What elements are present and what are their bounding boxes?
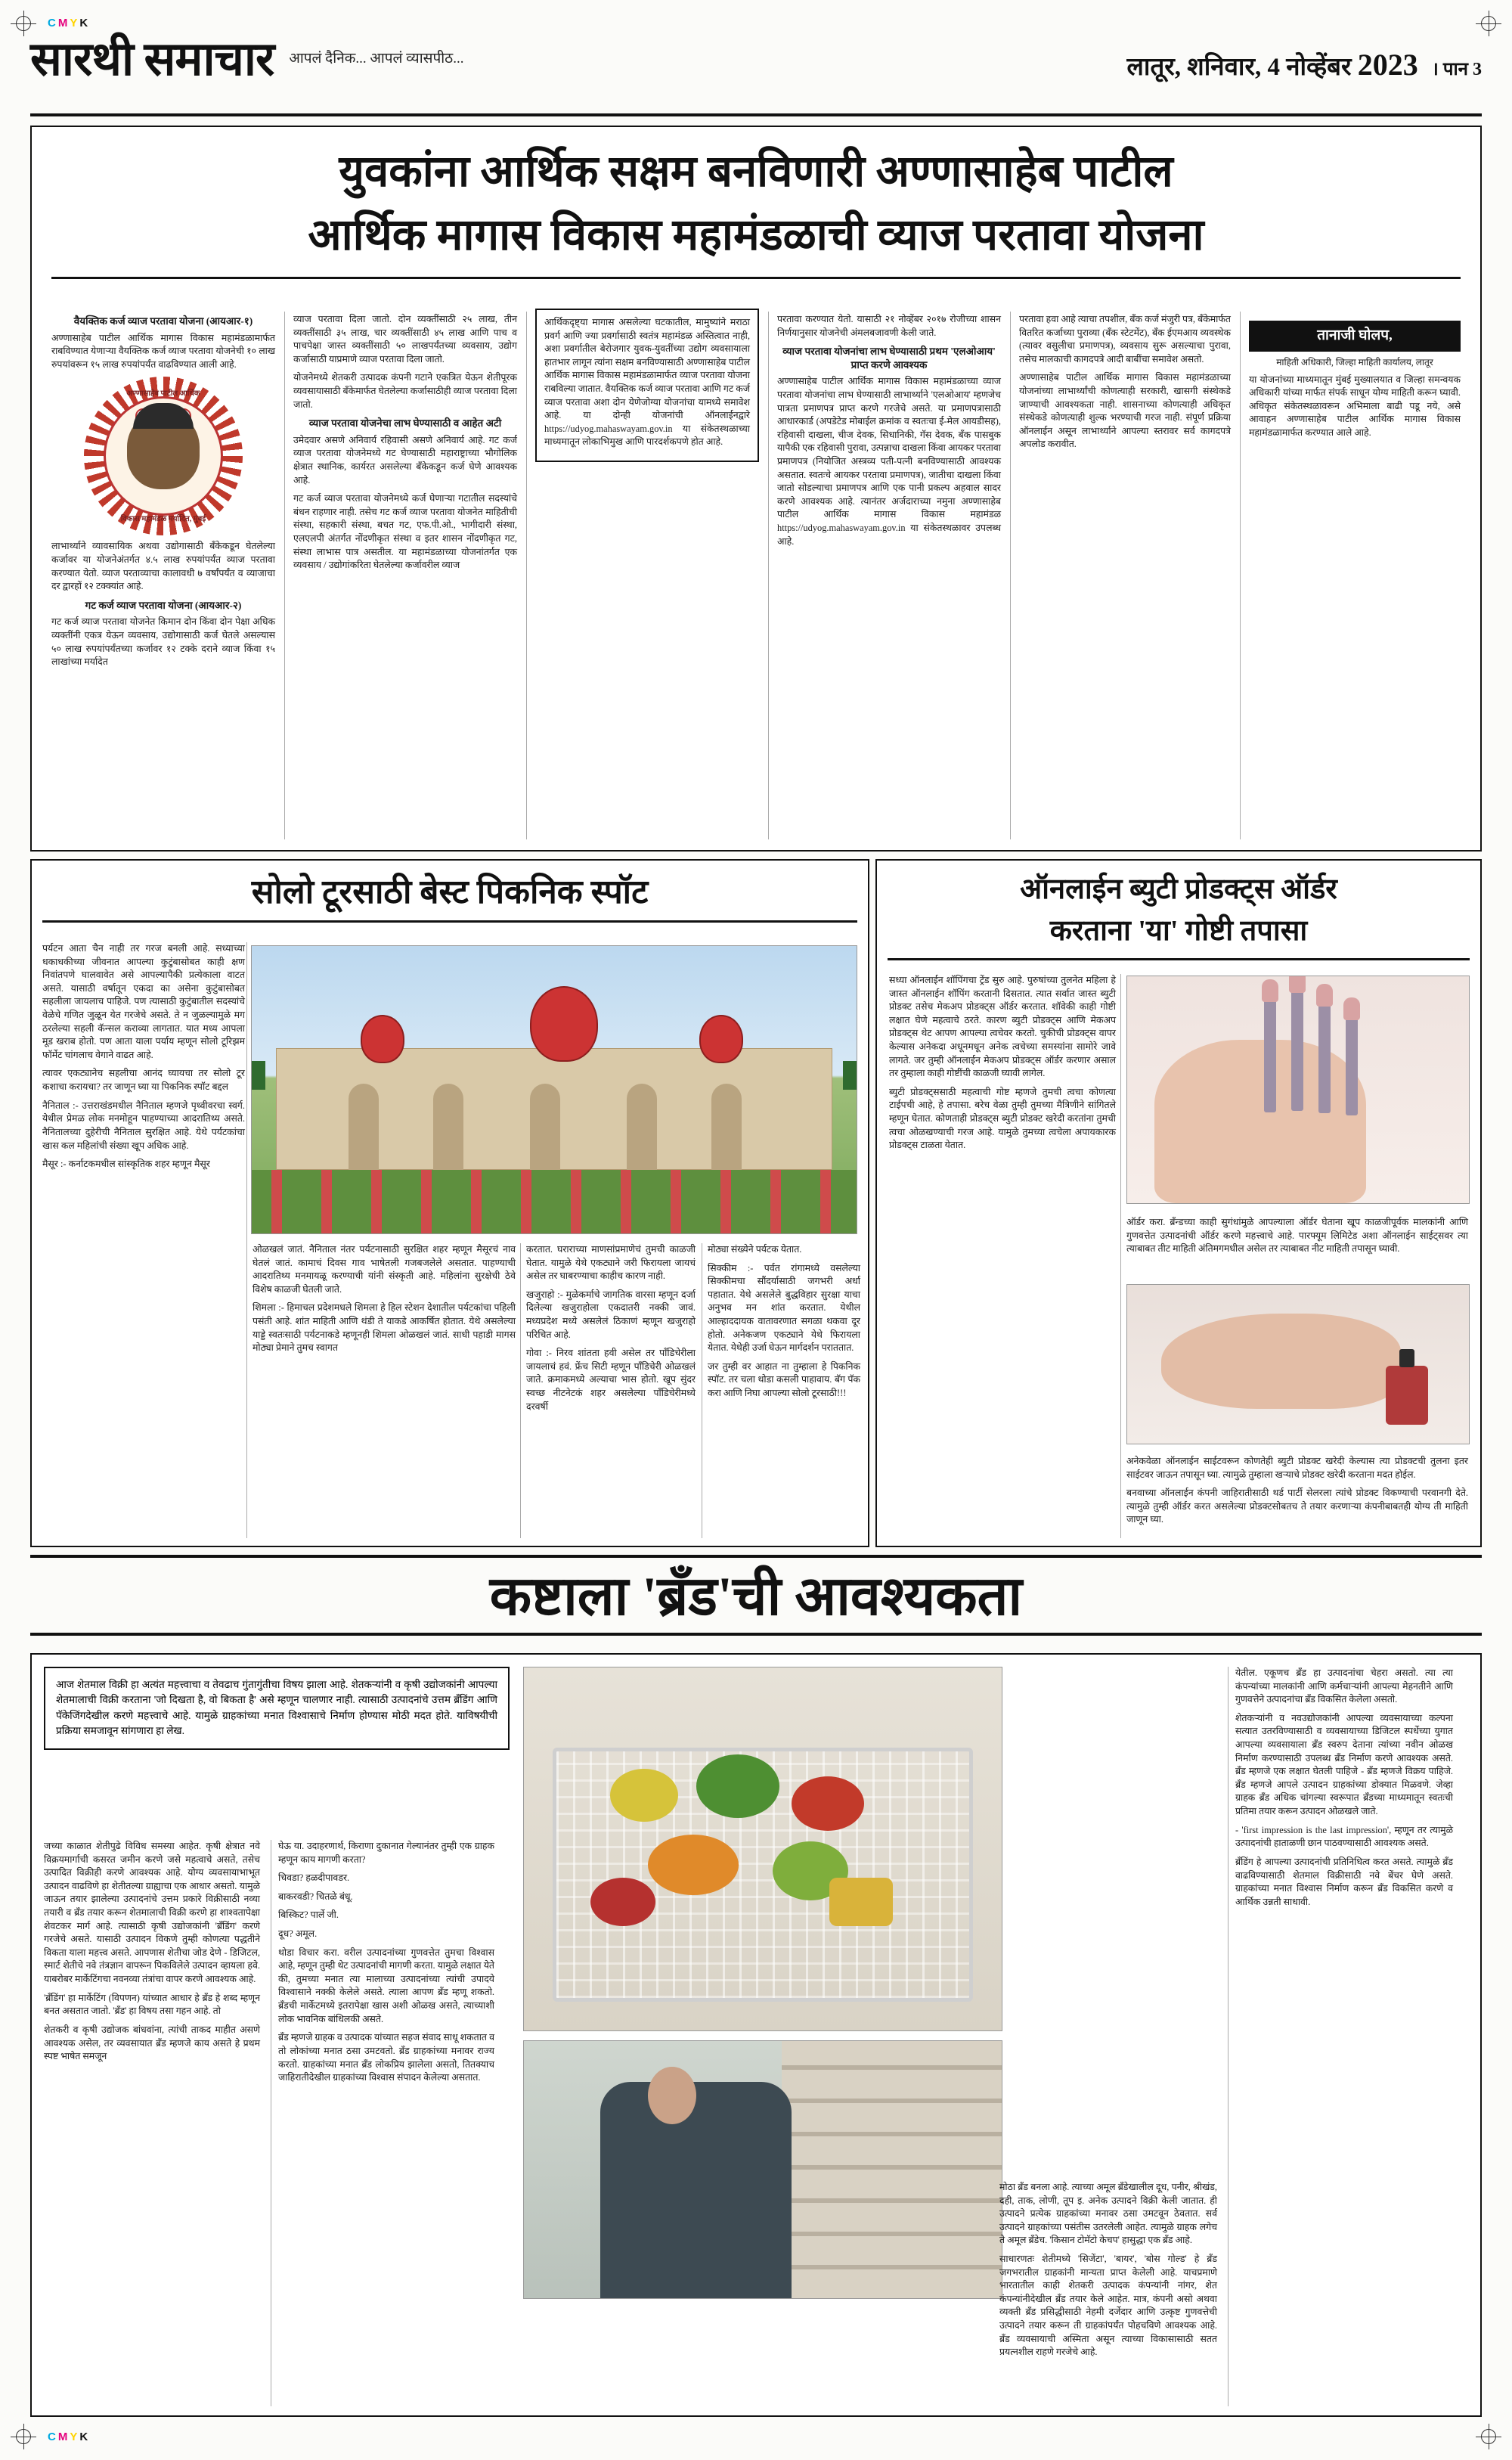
solo-column-2	[253, 1243, 516, 1360]
brand-column-1	[44, 1840, 265, 2406]
feature-band	[30, 1555, 1482, 1646]
brand-c2-p1: घेऊ या. उदाहरणार्थ, किराणा दुकानात गेल्यानंतर तुम्ही एक ग्राहक म्हणून काय मागणी करता?	[278, 1841, 494, 1865]
page-number: । पान 3	[1431, 60, 1482, 79]
lead-c1-p2: लाभार्थ्याने व्यावसायिक अथवा उद्योगासाठी बँकेकडून घेतलेल्या कर्जावर या योजनेअंतर्गत ४.५ लाख रुपयांपर्यंत व्याज परतावा करण्यात येतो. व्याज परताव्याचा कालावधी ७ वर्षांपर्यंत व व्याजाचा दर द्वारहों १२ टक्क्यांत आहे.	[51, 541, 275, 592]
photo-mysore-palace	[251, 945, 857, 1234]
issue-date: लातूर, शनिवार, 4 नोव्हेंबर 2023	[1126, 48, 1418, 82]
photo-makeup-brushes	[1126, 976, 1470, 1204]
newspaper-title: सारथी समाचार	[30, 34, 274, 85]
lead-c2-p2: योजनेमध्ये शेतकरी उत्पादक कंपनी गटाने एकत्रित येऊन शेतीपूरक व्यवसायासाठी बँकेमार्फत घेतलेल्या कर्जासाठीही व्याज परतावा दिला जातो.	[293, 372, 517, 410]
brand-column-4	[1235, 1667, 1458, 2406]
cmyk-bar-top: C M Y K	[48, 17, 89, 29]
brand-c2-p2: चिवडा? हळदीपावडर.	[278, 1872, 350, 1884]
lead-columns	[44, 309, 1468, 842]
lead-insert-p1: आर्थिकदृष्ट्या मागास असलेल्या घटकातील, मामुष्यांने मराठा प्रवर्ग आणि ज्या प्रवर्गासाठी स्वतंत्र महामंडळ अस्तित्वात नाही, अशा प्रवर्गातील बेरोजगार युवक-युवतींच्या उद्योग व्यवसायाला हातभार लागून त्यांना सक्षम बनविण्यासाठी अण्णासाहेब पाटील आर्थिक मागास विकास महामंडळामार्फत व्याज परतावा योजना राबविल्या जातात. वैयक्तिक कर्ज व्याज परतावा आणि गट कर्ज व्याज परतावा अशा दोन येणेजोग्या योजनांचा यामध्ये समावेश आहे. या दोन्ही योजनांची ऑनलाईनद्वारे https://udyog.mahaswayam.gov.in या संकेतस्थळाच्या माध्यमातून लोकाभिमुख आणि पारदर्शकपणे होत आहे.	[544, 317, 750, 448]
story-solo-tour	[30, 859, 869, 1547]
brand-c2-p4: बिस्किट? पार्ले जी.	[278, 1909, 339, 1921]
registration-mark-top-right	[1476, 11, 1501, 36]
lead-headline-rule	[51, 277, 1461, 279]
story-brand	[30, 1653, 1482, 2417]
brand-c1-p1: जच्या काळात शेतीपुढे विविध समस्या आहेत. कृषी क्षेत्रात नवे विक्रयमार्गाची कसरत जमीन करणे जसे महत्वाचे असते, तसेच उत्पादित विक्रीही करणे आवश्यक आहे. योग्य व्यवसायाभाभूत उत्पादन वाढविणे हा शेतीतल्या ग्राह्याचा एक आधार असतो. यामुळे जाऊन तयार झालेल्या उत्पादनांचे उत्तम प्रकारे विक्रीसाठी नव्या तयारी व ब्रँड तयार करून शेतमालाची विक्री करणे हा शाश्वतापेक्षा शेवटकर मार्ग आहे. त्यासाठी कृषी उद्योजकांनी 'ब्रँडिंग' करणे गरजेचे असते. यासाठी उत्पादन विकणे तुम्ही कोणत्या पद्धतीने विकता याला महत्त्व असते. आपणास शेतीचा जोड देणे - डिजिटल, स्मार्ट शेतीचे नवे तंत्रज्ञान वापरून पिकविलेले उत्पादन व्हायला हवे. याबरोबर मार्केटिंगचा नवनव्या तंत्रांचा वापर करणे आवश्यक आहे.	[44, 1841, 260, 1985]
lead-c2-p3: उमेदवार असणे अनिवार्य रहिवासी असणे अनिवार्य आहे. गट कर्ज व्याज परतावा योजनेमध्ये गट घेण्यासाठी महाराष्ट्राच्या भौगोलिक क्षेत्रात स्थानिक, कार्यरत असलेल्या बँकेकडून कर्ज घेणे आवश्यक आहे.	[293, 434, 517, 485]
lead-column-5	[1012, 309, 1238, 842]
solo-rule	[42, 920, 857, 923]
beauty-c2-p1: ऑर्डर करा. ब्रँन्डच्या काही सुगंधांमुळे आपल्याला ऑर्डर घेताना खूप काळजीपूर्वक मालकांनी आणि गुणवत्तेत उत्पादनांची ऑर्डर करणे महत्त्वाचे आहे. पारफ्यूम लिमिटेड अशा ऑनलाईन साईट्सवर त्या त्याबाबत तीट माहिती अंतिमगमधील असेल तर त्याबाबत नीट माहिती तपासून घ्यावी.	[1126, 1217, 1468, 1255]
lead-c6-p2: या योजनांच्या माध्यमातून मुंबई मुख्यालयात व जिल्हा समन्वयक अधिकारी यांच्या मार्फत संपर्क साधून योग्य माहिती करून घ्यावी. अधिकृत संकेतस्थळावरून अभिमाला बाढी पडू नये, असे आवाहन अण्णासाहेब पाटील आर्थिक मागास विकास महामंडळामार्फत करण्यात आले आहे.	[1249, 374, 1461, 439]
solo-headline: सोलो टूरसाठी बेस्ट पिकनिक स्पॉट	[251, 873, 649, 910]
lead-c5-p1: परतावा हवा आहे त्याचा तपशील, बँक कर्ज मंजुरी पत्र, बँकेमार्फत वितरित कर्जाच्या पुराव्या (बँक स्टेटमेंट), बँक ईएमआय व्यवस्थेक (त्यावर वसुलीचा प्रमाणपत्र), व्यवसाय सुरू असल्याचा पुरावा, तसेच मालकाची कागदपत्रे आदी बाबींचा समावेश असतो.	[1019, 314, 1231, 365]
brand-c3-p1: मोठा ब्रँड बनला आहे. त्याच्या अमूल ब्रँडेखालील दूध, पनीर, श्रीखंड, दही, ताक, लोणी, तूप इ. अनेक उत्पादने विक्री केली जातात. ही उत्पादने प्रत्येक ग्राहकांच्या मनावर ठसा उमटवून ठेवतात. सर्व उत्पादने ग्राहकांच्या पसंतीस उतरलेली आहेत. त्यामुळे ग्राहक लगेच ते अमूल ब्रँडेच. 'किसान टोमॅटो केचप' हासुद्धा एक ब्रँड आहे.	[999, 2182, 1217, 2246]
solo-c3-p3: गोवा :- निरव शांतता हवी असेल तर पाँडिचेरीला जायलाचं हवं. फ्रेंच सिटी म्हणून पाँडिचेरी ओळखलं जाते. क्रमाकमध्ये अल्याचा भास होतो. खूप सुंदर स्वच्छ नीटनेटकं शहर असलेल्या पाँडिचेरीमध्ये दरवर्षी	[526, 1348, 696, 1412]
mahamandal-emblem: अण्णासाहेब पाटील आर्थिक विकास महामंडळ मर्यादित, मुंबई	[84, 377, 243, 535]
solo-c4-p1: मोठ्या संख्येने पर्यटक येतात.	[708, 1244, 802, 1255]
brand-c4-p2: शेतकऱ्यांनी व नवउद्योजकांनी आपल्या व्यवसायाच्या कल्पना सत्यात उतरविण्यासाठी व व्यवसायाच्या डिजिटल स्पर्धेच्या युगात आपल्या व्यवसायाला ब्रँड स्वरुप देताना त्यांच्या नवीन ओळख निर्माण करण्यासाठी उपलब्ध ब्रँड निर्माण करणे आवश्यक असते. ब्रँड म्हणजे एक लक्षात घेतली पाहिजे - ब्रँड म्हणजे विक्रय पाहिजे. ब्रँड म्हणजे आपले उत्पादन ग्राहकांच्या डोक्यात मिळवणे. जेव्हा ग्राहक ब्रँड अधिक चांगल्या स्वरूपात ब्रँडच्या माध्यमातून स्वतःची प्रतिमा तयार करून उत्पादन ओळखले जाते.	[1235, 1712, 1453, 1817]
beauty-c1-p1: सध्या ऑनलाईन शॉपिंगचा ट्रेंड सुरु आहे. पुरुषांच्या तुलनेत महिला हे जास्त ऑनलाईन शॉपिंग करतानी दिसतात. त्यात सर्वात जास्त ब्युटी प्रोडक्ट तसेच मेकअप प्रोडक्ट्स ऑर्डर करतात. शॉवेकी काही गोष्टी लक्षात घेणे महत्वाचे ठरते. कारण ब्युटी प्रोडक्ट्स आणि मेकअप प्रोडक्ट्स थेट आपण आपल्या त्वचेवर करतो. चुकीची प्रोडक्ट्स वापर केल्यास अनेकदा अधूनमधून अनेक त्वचेच्या समस्यांना सामोरे जावे लागते. जर तुम्ही ऑनलाईन मेकअप प्रोडक्ट्स ऑर्डर करणार असाल तर तुम्हाला काही गोष्टींची काळजी घ्यावी लागेल.	[889, 975, 1116, 1079]
lead-headline-line2: आर्थिक मागास विकास महामंडळाची व्याज परतावा योजना	[308, 210, 1204, 260]
lead-column-1	[44, 309, 283, 842]
lead-highlight-box	[535, 309, 759, 462]
solo-column-3	[526, 1243, 696, 1419]
lead-c1-subhead: वैयक्तिक कर्ज व्याज परतावा योजना (आयआर-१)	[73, 315, 253, 327]
brand-column-2	[278, 1840, 499, 2406]
brand-c2-p7: ब्रँड म्हणजे ग्राहक व उत्पादक यांच्यात सहज संवाद साधू शकतात व तो लोकांच्या मनात ठसा उमटवतो. ब्रँड ग्राहकांच्या मनावर राज्य करतो. ग्राहकांच्या मनात ब्रँड लोकप्रिय झालेला असतो, तितक्याच जाहिरातीदेखील ग्राहकांच्या विश्वास संपादन केलेल्या असतात.	[278, 2032, 494, 2083]
beauty-c3-p1: अनेकवेळा ऑनलाईन साईटवरून कोणतेही ब्युटी प्रोडक्ट खरेदी केल्यास त्या प्रोडक्टची तुलना इतर साईटवर जाऊन तपासून घ्या. त्यामुळे तुम्हाला खऱ्याचे प्रोडक्ट खरेदी करताना मदत होईल.	[1126, 1456, 1468, 1480]
author-badge	[1249, 321, 1461, 352]
brand-c1-p2: 'ब्रँडिंग' हा मार्केटिंग (विपणन) यांच्यात आधार हे ब्रँड हे शब्द म्हणून बनत असतात जातो. 'ब्रँड' हा विषय तसा गहन आहे. तो	[44, 1992, 260, 2017]
lead-column-2	[286, 309, 525, 842]
registration-mark-bottom-right	[1476, 2424, 1501, 2449]
beauty-column-2	[1126, 1216, 1468, 1261]
beauty-c1-p2: ब्युटी प्रोडक्ट्ससाठी महत्वाची गोष्ट म्हणजे तुमची त्वचा कोणत्या टाईपची आहे, हे तपासा. बरेच वेळा तुम्ही तुमच्या मैत्रिणीने सांगितले म्हणून घेतात. कोणताही प्रोडक्ट्स ब्युटी प्रोडक्ट खरेदी करतांना तुमची त्वचा ओळखण्याची गरज आहे. यामुळे तुमच्या त्वचेला अपायकारक प्रोडक्ट्स टाळता येतात.	[889, 1086, 1116, 1151]
photo-shopping-cart	[523, 1667, 1002, 2031]
masthead-rule	[30, 113, 1482, 116]
author-name: तानाजी घोलप,	[1317, 327, 1393, 343]
solo-c2-p1: ओळखलं जातं. नैनिताल नंतर पर्यटनासाठी सुरक्षित शहर म्हणून मैसूरचं नाव घेतलं जातं. कामाचं दिवस गाव भाषेतली गजबजलेले असतात. पाहण्याची आदरातिथ्य मनमायळू करण्याची यांनी संस्कृती आहे. महिलांना सुरक्षेची ठेवे विशेष काळजी घेतली जाते.	[253, 1244, 516, 1295]
lead-c4-p1: परतावा करण्यात येतो. यासाठी २१ नोव्हेंबर २०१७ रोजीच्या शासन निर्णयानुसार योजनेची अंमलबजावणी केली जाते.	[777, 314, 1001, 338]
beauty-c3-p2: बनवाच्या ऑनलाईन कंपनी जाहिरातीसाठी थर्ड पार्टी सेलरला त्यांचे प्रोडक्ट विकण्याची परवानगी देते. त्यामुळे तुम्ही ऑर्डर करत असलेल्या प्रोडक्टसोबतच ते तयार करणाऱ्या कंपनीबाबतही योग्य ती माहिती जाणून घ्या.	[1126, 1487, 1468, 1525]
beauty-headline-line1: ऑनलाईन ब्युटी प्रोडक्ट्स ऑर्डर	[1020, 873, 1337, 905]
solo-c1-p3: नैनिताल :- उत्तराखंडमधील नैनिताल म्हणजे पृथ्वीवरचा स्वर्ग. येथील प्रेमळ लोक मनमोहून पाहण्याच्या आदरातिथ्य असते. नैनितालच्या दुहेरीची नैनिताल सुरक्षित आहे. येथे पर्यटकांचा खास कल महिलांची संख्या खूप अधिक आहे.	[42, 1100, 245, 1151]
author-title: माहिती अधिकारी, जिल्हा माहिती कार्यालय, लातूर	[1276, 356, 1433, 368]
solo-c2-p2: शिमला :- हिमाचल प्रदेशमधले शिमला हे हिल स्टेशन देशातील पर्यटकांचा पहिली पसंती आहे. शांत माहिती आणि थंडी ते याकडे आकर्षित होतात. येथे असलेल्या याड्डे स्वतःसाठी पर्यटनाकडे म्हणूनही शिमला ओळखलं जातं. साधी पहाडी मागस मोठ्या प्रेमाने तुमच स्वागत	[253, 1302, 516, 1354]
lead-column-4	[770, 309, 1009, 842]
brand-c2-p5: दूध? अमूल.	[278, 1928, 318, 1940]
brand-c4-p4: ब्रँडिंग हे आपल्या उत्पादनांची प्रतिनिधित्व करत असते. त्यामुळे ब्रँड वाढविण्यासाठी शेतमाल विक्रीसाठी नवे बेंचर घेणे असते. ग्राहकांच्या मनात विश्वास निर्माण करून ब्रँड विकसित करणे व आर्थिक उन्नती साधावी.	[1235, 1856, 1453, 1907]
band-rule-bottom	[30, 1633, 1482, 1636]
brand-photo-caption	[523, 2308, 1001, 2317]
brand-c3-p2: साधारणतः शेतीमध्ये 'सिजेंटा', 'बायर', 'बोस गोल्ड' हे ब्रँड जगभरातील ग्राहकांनी मान्यता प्राप्त केलेली आहे. याचप्रमाणे भारतातील काही शेतकरी उत्पादक कंपन्यांनी नांगर, शेत कंपन्यांनीदेखील ब्रँड तयार केले आहेत. मात्र, कंपनी असो अथवा व्यक्ती ब्रँड प्रसिद्धीसाठी नेहमी दर्जेदार आणि उत्कृष्ट गुणवत्तेची उत्पादने तयार करून ती ग्राहकांपर्यंत पोहचविणे आवश्यक आहे. ब्रँड व्यवसायाची अस्मिता असून त्याच्या विकासासाठी सतत प्रयत्नशील राहणे गरजेचे आहे.	[999, 2254, 1217, 2358]
lead-c2-p1: व्याज परतावा दिला जातो. दोन व्यक्तींसाठी २५ लाख, तीन व्यक्तींसाठी ३५ लाख, चार व्यक्तींसाठी ४५ लाख आणि पाच व पाचपेक्षा जास्त व्यक्तींसाठी ५० लाखपर्यंतच्या व्यवसाय, उद्योग कर्जासाठी याप्रमाणे व्याज परतावा दिला जातो.	[293, 314, 517, 365]
solo-c3-p1: करतात. घराराच्या माणसांप्रमाणेचं तुमची काळजी घेतात. यामुळे येथे एकट्याने जरी फिरायला जायचं असेल तर घाबरण्याचा काहीच कारण नाही.	[526, 1244, 696, 1282]
masthead-right	[1127, 47, 1482, 82]
solo-column-4	[708, 1243, 860, 1406]
beauty-headline-line2: करताना 'या' गोष्टी तपासा	[1049, 915, 1308, 948]
lead-c1-p1: अण्णासाहेब पाटील आर्थिक मागास विकास महामंडळामार्फत राबविण्यात येणाऱ्या वैयक्तिक कर्ज व्याज परतावा योजनेची १० लाख रुपयांवरून १५ लाख रुपयांपर्यंत वाढविण्यात आली आहे.	[51, 332, 275, 370]
solo-c4-p3: जर तुम्ही वर आहात ना तुम्हाला हे पिकनिक स्पॉट. तर चला थोडा कसली पाहावाय. बॅग पॅक करा आणि निघा आपल्या सोलो टूरसाठी!!!	[708, 1360, 860, 1399]
newspaper-tagline: आपलं दैनिक... आपलं व्यासपीठ...	[289, 51, 464, 67]
brand-c2-p6: थोडा विचार करा. वरील उत्पादनांच्या गुणवत्तेत तुमचा विश्वास आहे, म्हणून तुम्ही थेट उत्पादनांची मागणी करता. यामुळे लक्षात येते की, तुमच्या मनात त्या मालाच्या उत्पादनांच्या त्यांची उपादये विश्वासाने नक्की केलेले असते. त्याला आपण ब्रँड म्हणू शकतो. ब्रँडची मार्केटमध्ये इतरापेक्षा खास अशी ओळख असते, त्याच्याशी लोक भावनिक बांधिलकी असते.	[278, 1947, 494, 2024]
brand-c4-p1: येतील. एकूणच ब्रँड हा उत्पादनांचा चेहरा असतो. त्या त्या कंपन्यांच्या मालकांनी आणि कर्मचाऱ्यांनी आपल्या मेहनतीने आणि गुणवत्तेने उत्पादनांचा ब्रँड विकसित केलेला असतो.	[1235, 1667, 1453, 1705]
brand-left-columns	[44, 1840, 510, 2406]
brand-c1-p3: शेतकरी व कृषी उद्योजक बांधवांना, त्यांची ताकद माहीत असणे आवश्यक असेल, तर व्यवसायात ब्रँड म्हणजे काय असते हे प्रथम स्पष्ट भाषेत समजून	[44, 2024, 260, 2062]
lead-column-6	[1241, 309, 1468, 842]
lead-c2-subhead: व्याज परतावा योजनेचा लाभ घेण्यासाठी व आहेत अटी	[308, 417, 502, 430]
brand-photo-column	[523, 1667, 1001, 2406]
masthead	[30, 36, 1482, 109]
lead-c1-p3: गट कर्ज व्याज परतावा योजनेत किमान दोन किंवा दोन पेक्षा अधिक व्यक्तींनी एकत्र येऊन व्यवसाय, उद्योगासाठी कर्ज घेतले असल्यास ५० लाख रुपयांपर्यंतच्या कर्जावर १२ टक्के दराने व्याज किंवा १५ लाखांच्या मर्यादेत	[51, 616, 275, 668]
beauty-column-3	[1126, 1455, 1468, 1532]
solo-c1-p1: पर्यटन आता चैन नाही तर गरज बनली आहे. सध्याच्या धकाधकीच्या जीवनात आपल्या कुटुंबासोबत काही क्षण निवांतपणे घालवावेत असे आपल्यापैकी प्रत्येकाला वाटत असते. यासाठी वर्षातून एकदा का असेना कुटुंबासोबत सहलीला जायलाच पाहिजे. पण त्यासाठी कुटुंबातील सदस्यांचे वेळेचे गणित जुळून येत गरजेचे असते. ते न जुळल्यामुळे मग ठरलेल्या सहली कॅन्सल कराव्या लागतात. यात मध्य आपला मूड खराब होतो. पण आता याला पर्याय म्हणून सोलो टूरिझम फॉर्मेट चांगलाच वेगाने वाढत आहे.	[42, 943, 245, 1060]
story-beauty-products	[875, 859, 1482, 1547]
lead-c2-p4: गट कर्ज व्याज परतावा योजनेमध्ये कर्ज घेणाऱ्या गटातील सदस्यांचे बंधन राहणार नाही. तसेच गट कर्ज व्याज परतावा योजनेत माहितीची संस्था, सहकारी संस्था, बचत गट, एफ.पी.ओ., भागीदारी संस्था, एलएलपी अंतर्गत नोंदणीकृत संस्था व इतर शासन नोंदणीकृत गट, संस्था लाभास पात्र असतील. या महामंडळाच्या योजनांतर्गत एक व्यवसाय / उद्योगांकरिता घेतलेल्या कर्जावरील व्याज	[293, 493, 517, 571]
band-headline: कष्टाला 'ब्रँड'ची आवश्यकता	[489, 1566, 1023, 1627]
solo-c1-p4: मैसूर :- कर्नाटकमधील सांस्कृतिक शहर म्हणून मैसूर	[42, 1159, 210, 1170]
photo-nail-polish	[1126, 1284, 1470, 1444]
brand-column-3	[999, 1667, 1222, 2406]
solo-column-1	[42, 942, 245, 1177]
beauty-column-1	[889, 974, 1116, 1158]
lead-story	[30, 126, 1482, 852]
solo-c1-p2: त्यावर एकट्यानेच सहलीचा आनंद घ्यायचा तर सोलो टूर कशाचा करायचा? तर जाणून घ्या या पिकनिक स्पॉट बद्दल	[42, 1068, 245, 1093]
lead-column-3	[528, 309, 767, 842]
brand-right-columns	[999, 1667, 1468, 2406]
brand-intro-box: आज शेतमाल विक्री हा अत्यंत महत्त्वाचा व तेवढाच गुंतागुंतीचा विषय झाला आहे. शेतकऱ्यांनी व कृषी उद्योजकांनी आपल्या शेतमालाची विक्री करताना 'जो दिखता है, वो बिकता है' असे म्हणून चालणार नाही. त्यासाठी उत्पादनांचे उत्तम ब्रँडिंग आणि पॅकेजिंगदेखील करणे महत्त्वाचे आहे. यामुळे ग्राहकांच्या मनात विश्वासाचे निर्माण होण्यास मोठी मदत होते. याविषयीची प्रक्रिया समजावून सांगणारा हा लेख.	[44, 1667, 510, 1750]
brand-c4-p3: - 'first impression is the last impression', म्हणून तर त्यामुळे उत्पादनांची हाताळणी छान पाठवण्यासाठी आवश्यक असते.	[1235, 1824, 1453, 1849]
lead-c5-p2: अण्णासाहेब पाटील आर्थिक मागास विकास महामंडळाच्या योजनांच्या लाभार्थ्यांची कोणत्याही सरकारी, खासगी संस्थेकडे जाण्याची आवश्यकता नाही. शासनाच्या कोणत्याही अधिकृत संस्थेकडे कोणत्याही शुल्क भरण्याची गरज नाही. संपूर्ण प्रक्रिया ऑनलाईन असून लाभार्थ्याने आपल्या स्तरावर सर्व कागदपत्रे अपलोड करावीत.	[1019, 372, 1231, 450]
solo-c3-p2: खजुराहो :- मुळेकर्माचे जागतिक वारसा म्हणून दर्जा दिलेल्या खजुराहोला एकदातरी नक्की जावं. मध्यप्रदेश मध्ये असलेलं ठिकाणं म्हणून खजुराहो परिचित आहे.	[526, 1289, 696, 1340]
lead-c4-subhead: व्याज परतावा योजनांचा लाभ घेण्यासाठी प्रथम 'एलओआय' प्राप्त करणे आवश्यक	[782, 346, 996, 371]
solo-c4-p2: सिक्कीम :- पर्वत रांगामध्ये वसलेल्या सिक्कीमचा सौंदर्यासाठी जगभरी अर्धा पहातात. येथे असलेले बुद्धविहार सुरक्षा याचा अनुभव मन शांत करतात. येथील आल्हाददायक वातावरणात सगळा थकवा दूर होतो. अनेकजण एकट्याने येथे फिरायला येतात. येथेही उर्जा घेऊन मार्गदर्शन पराततात.	[708, 1262, 860, 1354]
beauty-rule	[888, 958, 1470, 960]
brand-c2-p3: बाकरवडी? चितळे बंधू.	[278, 1891, 353, 1902]
cmyk-bar-bottom: C M Y K	[48, 2431, 89, 2443]
issue-year: 2023	[1357, 48, 1418, 82]
registration-mark-top-left	[11, 11, 36, 36]
registration-mark-bottom-left	[11, 2424, 36, 2449]
lead-c1-subhead2: गट कर्ज व्याज परतावा योजना (आयआर-२)	[85, 599, 242, 611]
lead-c4-p2: अण्णासाहेब पाटील आर्थिक मागास विकास महामंडळाच्या व्याज परतावा योजनांचा लाभ घेण्यासाठी लाभार्थ्याने 'एलओआय' म्हणजेच पात्रता प्रमाणपत्र प्राप्त करणे गरजेचे असते. या प्रमाणपत्रासाठी आधारकार्ड (अपडेटेड मोबाईल क्रमांक व स्वतःचा ई-मेल आयडीसह), रहिवासी दाखला, चीज देवक, सिधानिकी, गॅस देवक, बँक पासबुक यापैकी एक रहिवासी पुरावा, उत्पन्नाचा दाखला किंवा आयकर परतावा प्रमाणपत्र (नियोजित अस्त्रव्य पती-पत्नी बनविण्यासाठी आवश्यक असतात. स्वतःचे आयकर परतावा प्रमाणपत्र), जातीचा दाखला किंवा जातो सोडल्याचा प्रमाणपत्र आणि एक पानी प्रकल्प अहवाल सादर करणे आवश्यक आहे. त्यानंतर अर्जदाराच्या नमुना अण्णासाहेब पाटील आर्थिक मागास विकास महामंडळ https://udyog.mahaswayam.gov.in या संकेतस्थळावर उपलब्ध आहे.	[777, 376, 1001, 547]
lead-headline-line1: युवकांना आर्थिक सक्षम बनविणारी अण्णासाहेब पाटील	[339, 147, 1173, 196]
photo-supermarket-shopper	[523, 2040, 1002, 2299]
